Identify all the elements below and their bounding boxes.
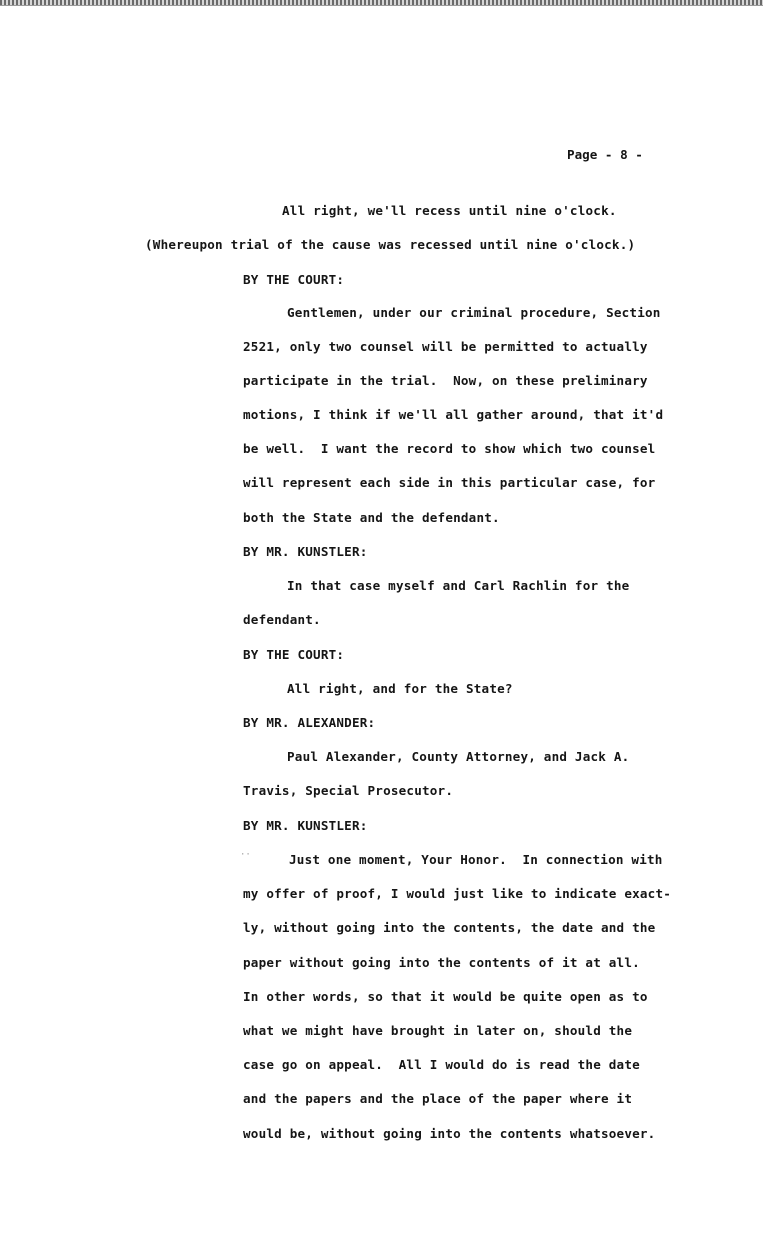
scan-speck: ··	[240, 850, 251, 860]
speaker-label: BY THE COURT:	[243, 647, 345, 662]
transcript-line: All right, we'll recess until nine o'clock.	[282, 203, 617, 218]
transcript-line: ly, without going into the contents, the date and the	[243, 920, 656, 935]
speaker-label: BY MR. KUNSTLER:	[243, 544, 368, 559]
transcript-line: All right, and for the State?	[287, 681, 513, 696]
transcript-line: motions, I think if we'll all gather around, that it'd	[243, 407, 664, 422]
transcript-line: participate in the trial. Now, on these preliminary	[243, 373, 648, 388]
transcript-line: defendant.	[243, 612, 321, 627]
page-number: Page - 8 -	[567, 147, 643, 162]
transcript-line: and the papers and the place of the paper where it	[243, 1091, 633, 1106]
transcript-line: both the State and the defendant.	[243, 510, 500, 525]
transcript-line: would be, without going into the contents whatsoever.	[243, 1126, 656, 1141]
transcript-line: paper without going into the contents of it at all.	[243, 955, 640, 970]
transcript-line: what we might have brought in later on, should the	[243, 1023, 633, 1038]
transcript-line: my offer of proof, I would just like to indicate exact-	[243, 886, 672, 901]
scan-top-edge	[0, 0, 763, 6]
transcript-line: Travis, Special Prosecutor.	[243, 783, 454, 798]
transcript-line: Gentlemen, under our criminal procedure, Section	[287, 305, 661, 320]
transcript-line: In that case myself and Carl Rachlin for the	[287, 578, 630, 593]
transcript-line: Just one moment, Your Honor. In connection with	[289, 852, 663, 867]
transcript-line: 2521, only two counsel will be permitted to actually	[243, 339, 648, 354]
transcript-line: case go on appeal. All I would do is read the date	[243, 1057, 640, 1072]
transcript-line: be well. I want the record to show which two counsel	[243, 441, 656, 456]
transcript-line: In other words, so that it would be quite open as to	[243, 989, 648, 1004]
transcript-line: (Whereupon trial of the cause was recessed until nine o'clock.)	[145, 237, 636, 252]
speaker-label: BY MR. KUNSTLER:	[243, 818, 368, 833]
transcript-line: Paul Alexander, County Attorney, and Jack A.	[287, 749, 630, 764]
speaker-label: BY THE COURT:	[243, 272, 345, 287]
speaker-label: BY MR. ALEXANDER:	[243, 715, 376, 730]
transcript-line: will represent each side in this particular case, for	[243, 475, 656, 490]
